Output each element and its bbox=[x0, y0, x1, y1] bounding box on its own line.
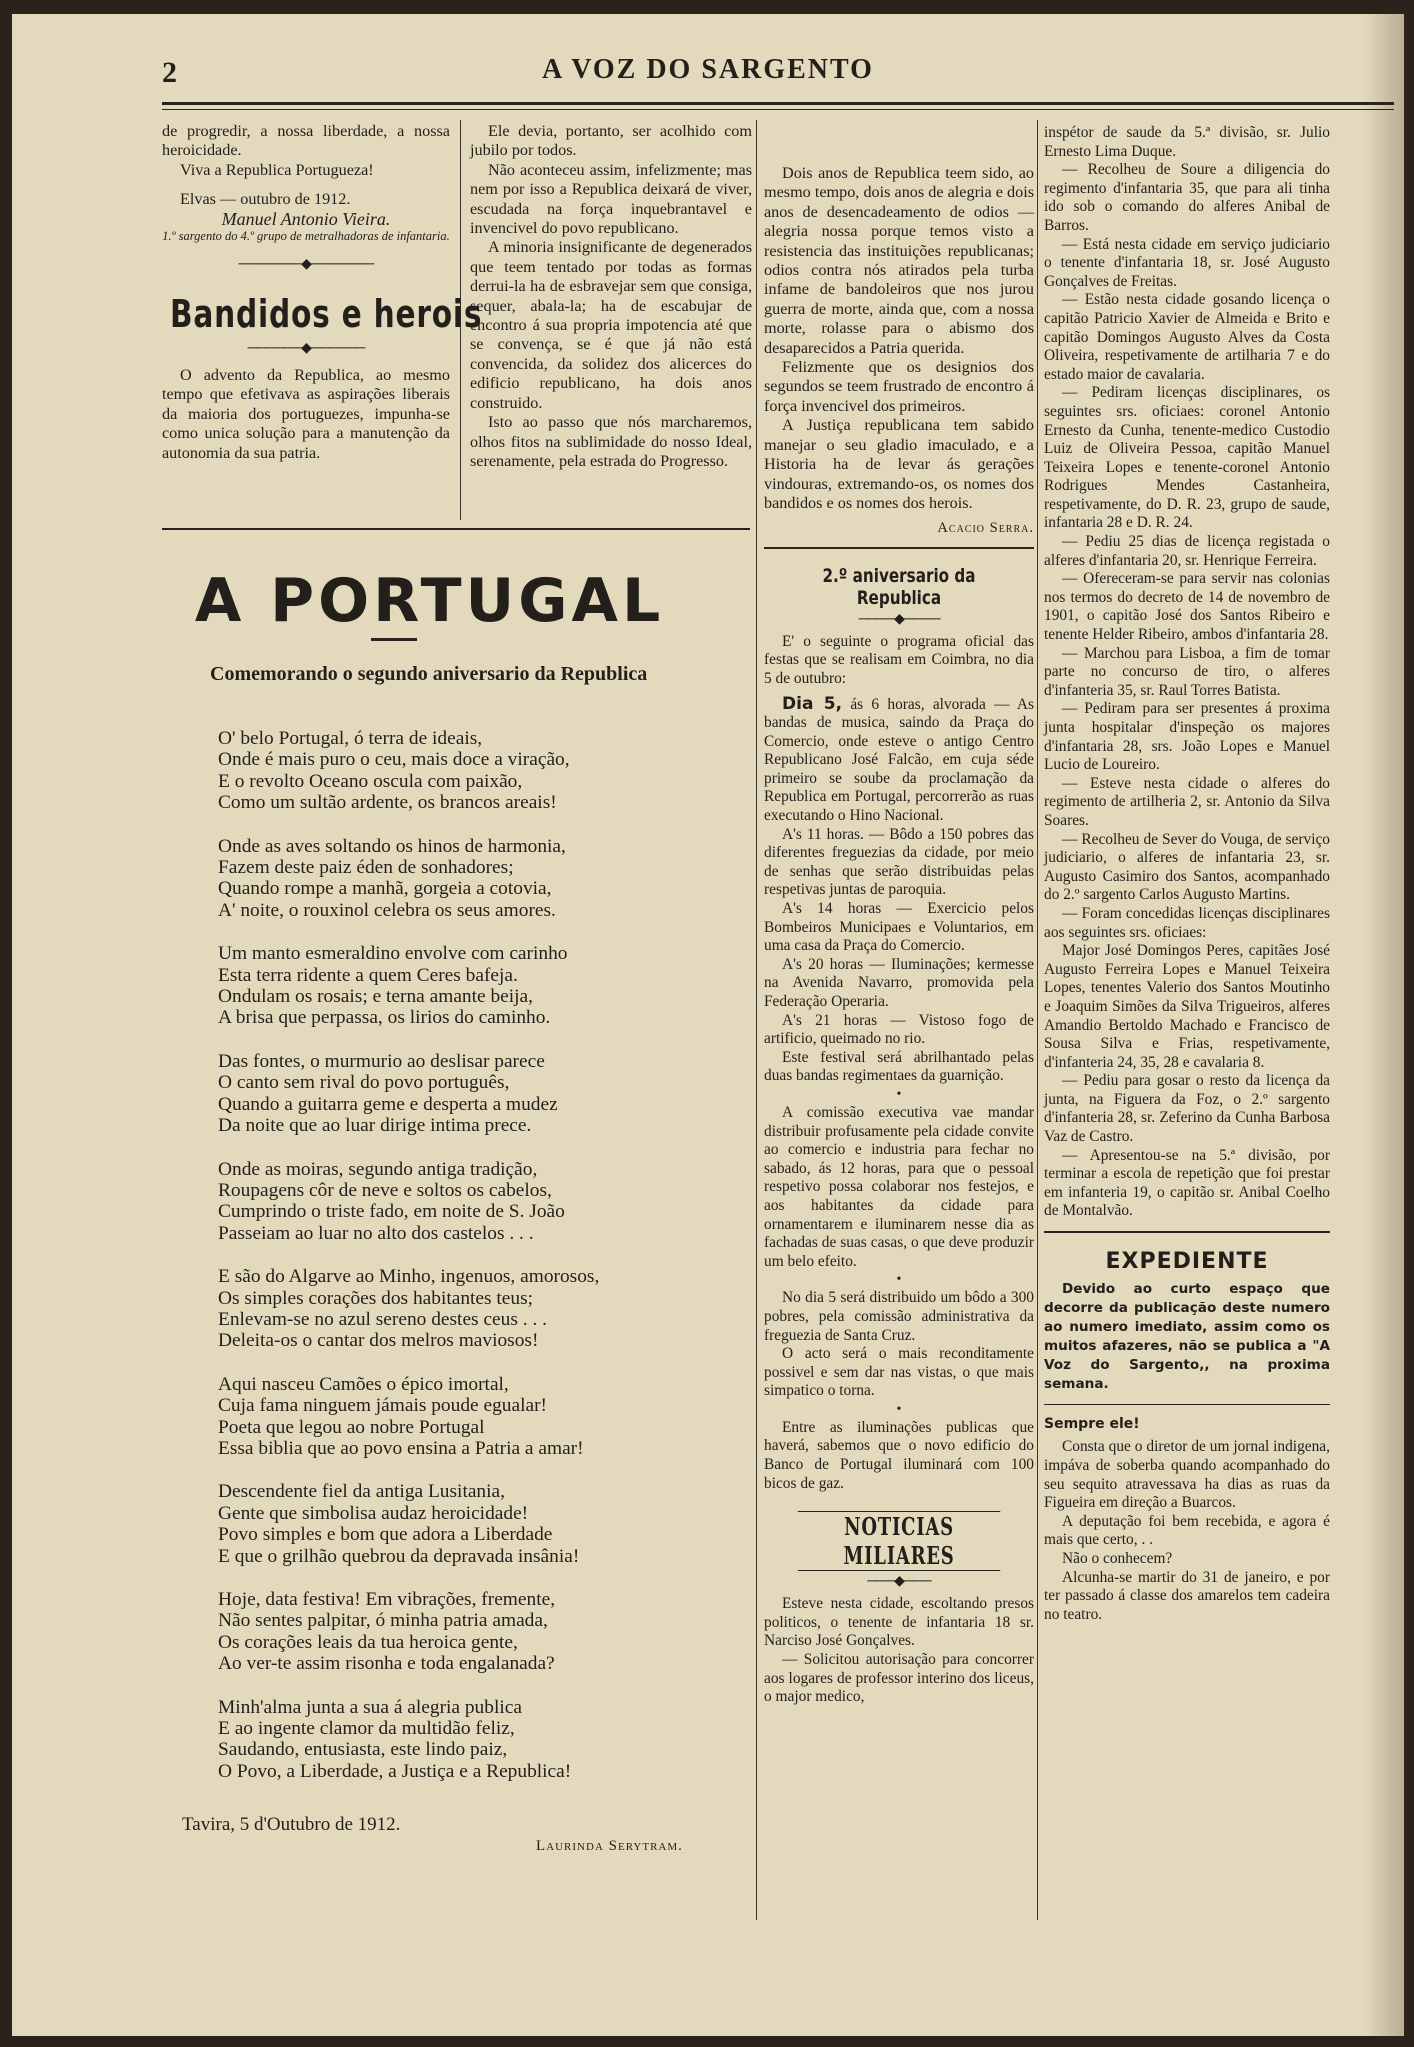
article-paragraph: Ele devia, portanto, ser acolhido com jubilo por todos. bbox=[470, 122, 752, 160]
news-item: Esteve nesta cidade, escoltando presos politicos, o tenente de infantaria 18 sr. Narciso José Gonçalves. bbox=[764, 1595, 1034, 1650]
news-item: — Apresentou-se na 5.ª divisão, por terminar a escola de repetição que foi prestar em infanteria 19, o capitão sr. Anibal Coelho de Montalvão. bbox=[1044, 1146, 1330, 1220]
news-item: Major José Domingos Peres, capitães José Augusto Ferreira Lopes e Manuel Teixeira Lopes, tenentes Valerio dos Santos Moutinho e Joaquim Simões da Silva Trigueiros, alferes Amandio Bertoldo Machado e Francisco de Sousa Silva e Frias, respetivamente, d'infanteria 24, 35, 28 e cavalaria 8. bbox=[1044, 942, 1330, 1071]
news-item: — Estão nesta cidade gosando licença o capitão Patricio Xavier de Almeida e Brito e capitão Domingos Augusto Alves da Costa Oliveira, respetivamente de artilharia 7 e do estado maior de cavalaria. bbox=[1044, 291, 1330, 383]
article-paragraph: No dia 5 será distribuido um bôdo a 300 pobres, pela comissão administrativa da freguezia de Santa Cruz. bbox=[764, 1289, 1034, 1344]
poem-stanza bbox=[218, 1051, 737, 1137]
news-item: — Esteve nesta cidade o alferes do regimento de artilheria 2, sr. Antonio da Silva Soares. bbox=[1044, 774, 1330, 829]
article-paragraph: Dois anos de Republica teem sido, ao mesmo tempo, dois anos de alegria e dois anos de desencadeamento de odios — alegria nossa porque temos visto a resistencia das instituições republicanas; odios contra nós atirados pela turba infame de bandoleiros que nos jurou guerra de morte, ainda que, com a nossa morte, rolasse para o abismo dos desaparecidos a Patria querida. bbox=[764, 164, 1034, 357]
poem-line: A brisa que perpassa, os lirios do caminho. bbox=[218, 1007, 551, 1029]
article-paragraph: Viva a Republica Portugueza! bbox=[180, 160, 374, 179]
article-paragraph: E' o seguinte o programa oficial das festas que se realisam em Coimbra, no dia 5 de outubro: bbox=[764, 632, 1034, 687]
poem-line: Cumprindo o triste fado, em noite de S. João bbox=[218, 1201, 565, 1223]
poem-line: Aqui nasceu Camões o épico imortal, bbox=[218, 1373, 509, 1395]
news-item: — Marchou para Lisboa, a fim de tomar parte no concurso de tiro, o alferes d'infanteria 35, sr. Raul Torres Batista. bbox=[1044, 644, 1330, 699]
poem-stanza bbox=[218, 1159, 737, 1245]
article-paragraph: O advento da Republica, ao mesmo tempo que efetivava as aspirações liberais da maioria dos portuguezes, impunha-se como unica solução para a manutenção da autonomia da sua patria. bbox=[162, 366, 450, 462]
article-paragraph: A Justiça republicana tem sabido manejar o seu gladio imaculado, e a Historia ha de levar ás gerações vindouras, extremando-os, os nomes dos bandidos e os nomes dos herois. bbox=[764, 416, 1034, 512]
news-item: — Foram concedidas licenças disciplinares aos seguintes srs. oficiaes: bbox=[1044, 904, 1330, 941]
article-paragraph: A deputação foi bem recebida, e agora é mais que certo, . . bbox=[1044, 1512, 1330, 1549]
poem-stanza bbox=[218, 1589, 737, 1675]
article-paragraph: Entre as iluminações publicas que haverá, sabemos que o novo edificio do Banco de Portugal iluminará com 100 bicos de gaz. bbox=[764, 1418, 1034, 1492]
poem-line: Como um sultão ardente, os brancos areais! bbox=[218, 792, 557, 814]
article-paragraph: Alcunha-se martir do 31 de janeiro, e por ter passado á classe dos amarelos tem cadeira no teatro. bbox=[1044, 1568, 1330, 1623]
headline-expediente: EXPEDIENTE bbox=[1105, 1249, 1269, 1275]
article-author: Manuel Antonio Vieira. bbox=[221, 208, 391, 229]
poem-title: A PORTUGAL bbox=[194, 566, 665, 636]
section-rule bbox=[1044, 1231, 1330, 1233]
poem-line: Povo simples e bom que adora a Liberdade bbox=[218, 1524, 553, 1546]
poem-line: O Povo, a Liberdade, a Justiça e a Republica! bbox=[218, 1760, 572, 1782]
section-rule bbox=[764, 547, 1034, 549]
ornament-divider: ────◆──── bbox=[858, 611, 940, 627]
notice-paragraph: Devido ao curto espaço que decorre da publicação deste numero ao numero imediato, assim como os muitos afazeres, não se publica a "A Voz do Sargento,, na proxima semana. bbox=[1044, 1281, 1330, 1393]
article-paragraph: de progredir, a nossa liberdade, a nossa heroicidade. bbox=[162, 122, 450, 160]
poem-stanza bbox=[218, 728, 737, 814]
news-item: — Recolheu de Soure a diligencia do regimento d'infantaria 35, que para ali tinha ido sob o comando do alferes Anibal de Barros. bbox=[1044, 161, 1330, 234]
author-note: 1.º sargento do 4.º grupo de metralhadoras de infantaria. bbox=[162, 229, 450, 244]
poem-stanza bbox=[218, 836, 737, 922]
poem-line: Esta terra ridente a quem Ceres bafeja. bbox=[218, 964, 518, 986]
news-item: — Pediram para ser presentes á proxima junta hospitalar d'inspeção os majores d'infantaria 28, srs. João Lopes e Manuel Lucio de Loureiro. bbox=[1044, 700, 1330, 774]
article-paragraph: A comissão executiva vae mandar distribuir profusamente pela cidade convite ao comercio e industria para fechar no sabado, ás 12 horas, para que o pessoal respetivo possa colaborar nos festejos, e aos habitantes da cidade para ornamentarem e iluminarem nesse dia as fachadas de suas casas, o que deve produzir um belo efeito. bbox=[764, 1103, 1034, 1270]
page-number: 2 bbox=[162, 56, 177, 89]
column-divider bbox=[756, 120, 757, 1920]
program-item: A's 20 horas — Iluminações; kermesse na Avenida Navarro, promovida pela Federação Operaria. bbox=[764, 955, 1034, 1010]
title-underline bbox=[371, 638, 417, 641]
poem-stanza bbox=[218, 1374, 737, 1460]
news-item: — Ofereceram-se para servir nas colonias nos termos do decreto de 14 de novembro de 1901, o capitão José dos Santos Ribeiro e tenente Helder Ribeiro, ambos d'infantaria 28. bbox=[1044, 570, 1330, 644]
article-paragraph: Consta que o diretor de um jornal indigena, impáva de soberba quando acompanhado do seu sequito atravessava ha dias as ruas da Figueira em direção a Buarcos. bbox=[1044, 1438, 1330, 1512]
poem-line: Gente que simbolisa audaz heroicidade! bbox=[218, 1502, 529, 1524]
column-2 bbox=[470, 122, 752, 471]
poem-line: Essa biblia que ao povo ensina a Patria a amar! bbox=[218, 1437, 584, 1459]
poem-line: Enlevam-se no azul sereno destes ceus . . . bbox=[218, 1308, 547, 1330]
ornament-dot: • bbox=[896, 1086, 902, 1102]
program-item: A's 21 horas — Vistoso fogo de artificio, queimado no rio. bbox=[764, 1011, 1034, 1048]
poem-line: Cuja fama ninguem jámais poude egualar! bbox=[218, 1395, 547, 1417]
poem-line: O canto sem rival do povo português, bbox=[218, 1072, 510, 1094]
column-1 bbox=[162, 122, 483, 463]
poem-line: E ao ingente clamor da multidão feliz, bbox=[218, 1718, 515, 1740]
poem-line: Os simples corações dos habitantes teus; bbox=[218, 1287, 534, 1309]
article-paragraph: A minoria insignificante de degenerados que teem tentado por todas as formas derrui-la ha de esbravejar sem que consiga, sequer, abala-la; ha de escabujar de encontro á sua propria impotencia até que se convença, se é que já não está convencida, da solidez dos alicerces do edificio republicano, ha dois anos construido. bbox=[470, 238, 752, 412]
poem-dateline: Tavira, 5 d'Outubro de 1912. bbox=[182, 1814, 401, 1835]
poem-line: Das fontes, o murmurio ao deslisar parece bbox=[218, 1050, 545, 1072]
news-item: — Pediram licenças disciplinares, os seguintes srs. oficiaes: coronel Antonio Ernesto da Cunha, tenente-medico Custodio Luiz de Oliveira Pessoa, capitão Manuel Teixeira Lopes e tenente-coronel Antonio Rodrigues Mendes Castanheira, respetivamente, do D. R. 23, grupo de saude, infantaria 28 e D. R. 24. bbox=[1044, 384, 1330, 532]
poem-stanza bbox=[218, 1266, 737, 1352]
newspaper-page bbox=[12, 14, 1404, 2036]
column-3 bbox=[764, 164, 1034, 1707]
ornament-divider: ──────◆────── bbox=[247, 341, 365, 357]
news-item: inspétor de saude da 5.ª divisão, sr. Julio Ernesto Lima Duque. bbox=[1044, 124, 1330, 160]
poem-line: O' belo Portugal, ó terra de ideais, bbox=[218, 728, 483, 749]
poem-line: Passeiam ao luar no alto dos castelos . . . bbox=[218, 1222, 534, 1244]
program-item: A's 11 horas. — Bôdo a 150 pobres das diferentes freguezias da cidade, por meio de senhas que serão distribuidas pelas respetivas juntas de paroquia. bbox=[764, 825, 1034, 899]
news-item: — Pediu para gosar o resto da licença da junta, na Figuera da Foz, o 2.º sargento d'infanteria 28, sr. Zeferino da Cunha Barbosa Vaz de Castro. bbox=[1044, 1072, 1330, 1146]
news-item: — Está nesta cidade em serviço judiciario o tenente d'infantaria 18, sr. José Augusto Gonçalves de Freitas. bbox=[1044, 235, 1330, 290]
poem-line: E são do Algarve ao Minho, ingenuos, amorosos, bbox=[218, 1266, 600, 1288]
article-paragraph: Isto ao passo que nós marcharemos, olhos fitos na sublimidade do nosso Ideal, serenamente, pela estrada do Progresso. bbox=[470, 413, 752, 470]
poem-line: E o revolto Oceano oscula com paixão, bbox=[218, 770, 523, 792]
poem-line: Não sentes palpitar, ó minha patria amada, bbox=[218, 1610, 548, 1632]
poem-line: Da noite que ao luar dirige intima prece. bbox=[218, 1115, 532, 1137]
poem-line: Ao ver-te assim risonha e toda engalanada? bbox=[218, 1653, 555, 1675]
poem-line: Quando rompe a manhã, gorgeia a cotovia, bbox=[218, 878, 552, 900]
poem-stanza bbox=[218, 943, 737, 1029]
article-paragraph: Não o conhecem? bbox=[1062, 1550, 1173, 1567]
poem-line: Poeta que legou ao nobre Portugal bbox=[218, 1416, 485, 1438]
program-item: Este festival será abrilhantado pelas duas bandas regimentaes da guarnição. bbox=[764, 1048, 1034, 1085]
news-item: — Pediu 25 dias de licença registada o alferes d'infantaria 20, sr. Henrique Ferreira. bbox=[1044, 533, 1330, 569]
program-day-label: Dia 5, bbox=[782, 693, 843, 714]
poem-line: Quando a guitarra geme e desperta a mudez bbox=[218, 1093, 558, 1115]
poem-stanza bbox=[218, 1481, 737, 1567]
news-item: — Recolheu de Sever do Vouga, de serviço judiciario, o alferes de infantaria 23, sr. Augusto Casimiro dos Santos, acompanhado do 2.º sargento Carlos Augusto Martins. bbox=[1044, 830, 1330, 904]
poem-body bbox=[218, 728, 737, 1782]
poem-line: A' noite, o rouxinol celebra os seus amores. bbox=[218, 899, 556, 921]
ornament-dot: • bbox=[896, 1272, 902, 1288]
newspaper-title: A VOZ DO SARGENTO bbox=[542, 54, 874, 85]
poem-author: Laurinda Serytram. bbox=[536, 1838, 683, 1854]
program-item: A's 14 horas — Exercicio pelos Bombeiros Municipaes e Voluntarios, em uma casa da Praça do Comercio. bbox=[764, 900, 1034, 955]
poem-line: Fazem deste paiz éden de sonhadores; bbox=[218, 857, 514, 879]
poem-line: Deleita-os o cantar dos melros maviosos! bbox=[218, 1330, 539, 1352]
program-item: ás 6 horas, alvorada — As bandas de musica, saindo da Praça do Comercio, onde esteve o antigo Centro Republicano José Falcão, em cuja séde primeiro se soube da proclamação da Republica em Portugal, percorrerão as ruas executando o Hino Nacional. bbox=[764, 695, 1034, 825]
article-paragraph: O acto será o mais reconditamente possivel e sem dar nas vistas, o que mais simpatico o torna. bbox=[764, 1345, 1034, 1400]
news-item: — Solicitou autorisação para concorrer aos logares de professor interino dos liceus, o major medico, bbox=[764, 1651, 1034, 1706]
poem-line: Minh'alma junta a sua á alegria publica bbox=[218, 1696, 522, 1718]
article-paragraph: Não aconteceu assim, infelizmente; mas nem por isso a Republica deixará de viver, escudada na força inquebrantavel e invencivel do povo republicano. bbox=[470, 160, 752, 238]
poem-line: E que o grilhão quebrou da depravada insânia! bbox=[218, 1545, 580, 1567]
poem-subtitle: Comemorando o segundo aniversario da Republica bbox=[210, 663, 648, 685]
article-dateline: Elvas — outubro de 1912. bbox=[180, 190, 351, 209]
header-rule bbox=[162, 102, 1394, 110]
poem-line: Saudando, entusiasta, este lindo paiz, bbox=[218, 1739, 508, 1761]
column-4 bbox=[1044, 124, 1330, 1624]
article-paragraph: Felizmente que os designios dos segundos se teem frustrado de encontro á força invencivel dos primeiros. bbox=[764, 358, 1034, 415]
ornament-divider: ───◆─── bbox=[867, 1574, 931, 1590]
poem-line: Um manto esmeraldino envolve com carinho bbox=[218, 943, 568, 965]
column-divider bbox=[1037, 120, 1038, 1920]
section-rule bbox=[162, 528, 750, 530]
poem-line: Os corações leais da tua heroica gente, bbox=[218, 1631, 518, 1653]
poem-line: Roupagens côr de neve e soltos os cabelos, bbox=[218, 1179, 552, 1201]
poem-line: Onde é mais puro o ceu, mais doce a viração, bbox=[218, 749, 570, 771]
poem-stanza bbox=[218, 1697, 737, 1783]
poem-line: Ondulam os rosais; e terna amante beija, bbox=[218, 986, 533, 1008]
article-author: Acacio Serra. bbox=[937, 520, 1034, 537]
poem-line: Hoje, data festiva! Em vibrações, fremente, bbox=[218, 1589, 556, 1610]
poem-section bbox=[162, 566, 737, 1804]
headline-sempre-ele: Sempre ele! bbox=[1044, 1416, 1140, 1433]
poem-line: Descendente fiel da antiga Lusitania, bbox=[218, 1481, 505, 1503]
headline-noticias: NOTICIAS MILIARES bbox=[798, 1511, 1001, 1571]
poem-line: Onde as aves soltando os hinos de harmonia, bbox=[218, 835, 566, 857]
section-rule bbox=[1044, 1404, 1330, 1405]
headline-bandidos: Bandidos e herois bbox=[170, 292, 483, 337]
ornament-divider: ───────◆─────── bbox=[238, 257, 374, 273]
headline-aniversario: 2.º aniversario da Republica bbox=[822, 564, 976, 609]
ornament-dot: • bbox=[896, 1401, 902, 1417]
poem-line: Onde as moiras, segundo antiga tradição, bbox=[218, 1158, 538, 1180]
